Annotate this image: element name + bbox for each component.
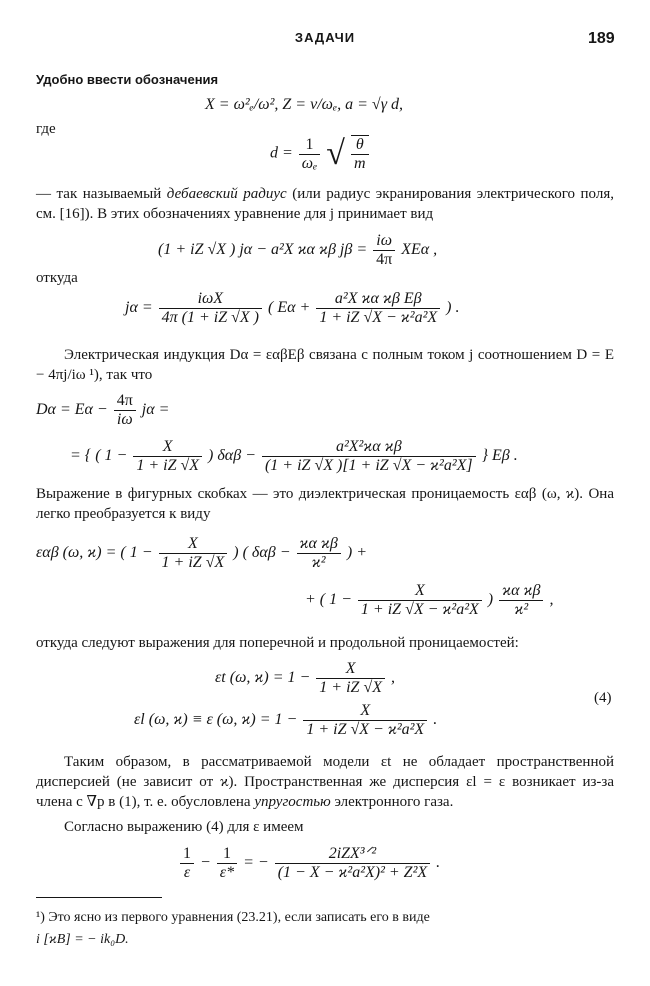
footnote-divider (36, 897, 162, 898)
equation-epsilon-longitudinal: εl (ω, ϰ) ≡ ε (ω, ϰ) = 1 − $\frac{X}{\text{1 + iZ √X − ϰ²a²X}}$ . (134, 702, 438, 738)
equation-final: $\frac{1}{\varepsilon}$ − $\frac{1}{\varepsilon*}$ = − $\frac{\text{2iZX³ᐟ²}}{\text{(1 − X − ϰ²a²X)² + Z²X}}$ . (178, 845, 440, 882)
whence-paragraph-2: откуда следуют выражения для поперечной и продольной проницаемостей: (36, 635, 519, 651)
elasticity-term: упругостью (254, 794, 331, 810)
equation-current: (1 + iZ √X ) jα − a²X ϰα ϰβ jβ = $\frac{i\omega}{4\pi}$ XEα , (158, 232, 438, 268)
equation-number-4: (4) (594, 690, 612, 706)
footnote-marker: ¹) (36, 910, 45, 925)
equation-j-alpha: jα = $\frac{\text{iωX}}{4\pi (1 + iZ √X )}$ ( Eα + $\frac{\text{a²X ϰα ϰβ Eβ}}{\text{1 + iZ √X − ϰ²a²X}}$ ) . (125, 290, 460, 326)
eq-d-lhs: d = (270, 144, 293, 162)
debye-term: дебаевский радиус (166, 186, 287, 202)
equation-epsilon-line2: + ( 1 − $\frac{X}{\text{1 + iZ √X − ϰ²a²X}}$ ) $\frac{\text{ϰα ϰβ}}{\text{ϰ²}}$ , (305, 582, 554, 618)
footnote-equation: i [ϰB] = − ik₀D. (36, 932, 129, 947)
footnote: ¹) Это ясно из первого уравнения (23.21), если записать его в виде i [ϰB] = − ik₀D. (36, 910, 430, 947)
sqrt-sign: √ (326, 135, 345, 172)
whence-word-1: откуда (36, 270, 78, 286)
according-line: Согласно выражению (4) для ε имеем (64, 819, 304, 835)
equation-debye-radius (270, 135, 371, 173)
eq-d-sqrt-frac: $\frac{\theta}{m}$ (351, 135, 369, 173)
equation-D-line1: Dα = Eα − $\frac{4\pi}{i\omega}$ jα = (36, 392, 170, 428)
conclusion-paragraph: Таким образом, в рассматриваемой модели εt не обладает пространственной дисперсией (не зависит от ϰ). Пространственная же дисперсия εl = ε возникает из-за члена с ∇p в (1), т. е. обусловлена упругостью электронного газа. (36, 754, 614, 810)
equation-D-line2: = { ( 1 − $\frac{X}{1 + iZ √X}$ ) δαβ − $\frac{\text{a²X²ϰα ϰβ}}{\text{(1 + iZ √X )[1 + iZ √X − ϰ²a²X]}}$ } Eβ . (70, 438, 518, 474)
where-word: где (36, 121, 56, 137)
eq-d-frac: $\frac{1}{\text{ωₑ}}$ (299, 136, 321, 173)
equation-epsilon-line1: εαβ (ω, ϰ) = ( 1 − $\frac{X}{1 + iZ √X}$ ) ( δαβ − $\frac{\text{ϰα ϰβ}}{\text{ϰ²}}$ ) + (36, 535, 367, 571)
braces-paragraph: Выражение в фигурных скобках — это диэлектрическая проницаемость εαβ (ω, ϰ). Она легко преобразуется к виду (36, 486, 614, 522)
equation-epsilon-transverse: εt (ω, ϰ) = 1 − $\frac{X}{1 + iZ √X}$ , (215, 660, 395, 696)
equation-definitions: X = ω²ₑ/ω², Z = ν/ωₑ, a = √γ d, (205, 96, 404, 113)
induction-paragraph: Электрическая индукция Dα = εαβEβ связана с полным током j соотношением D = E − 4πj/iω ¹), так что (36, 347, 614, 383)
debye-paragraph: — так называемый дебаевский радиус (или радиус экранирования электрического поля, см. [16]). В этих обозначениях уравнение для j принимает вид (36, 186, 614, 222)
page-number: 189 (588, 30, 615, 47)
intro-line: Удобно ввести обозначения (36, 72, 219, 87)
running-title: ЗАДАЧИ (294, 30, 356, 45)
